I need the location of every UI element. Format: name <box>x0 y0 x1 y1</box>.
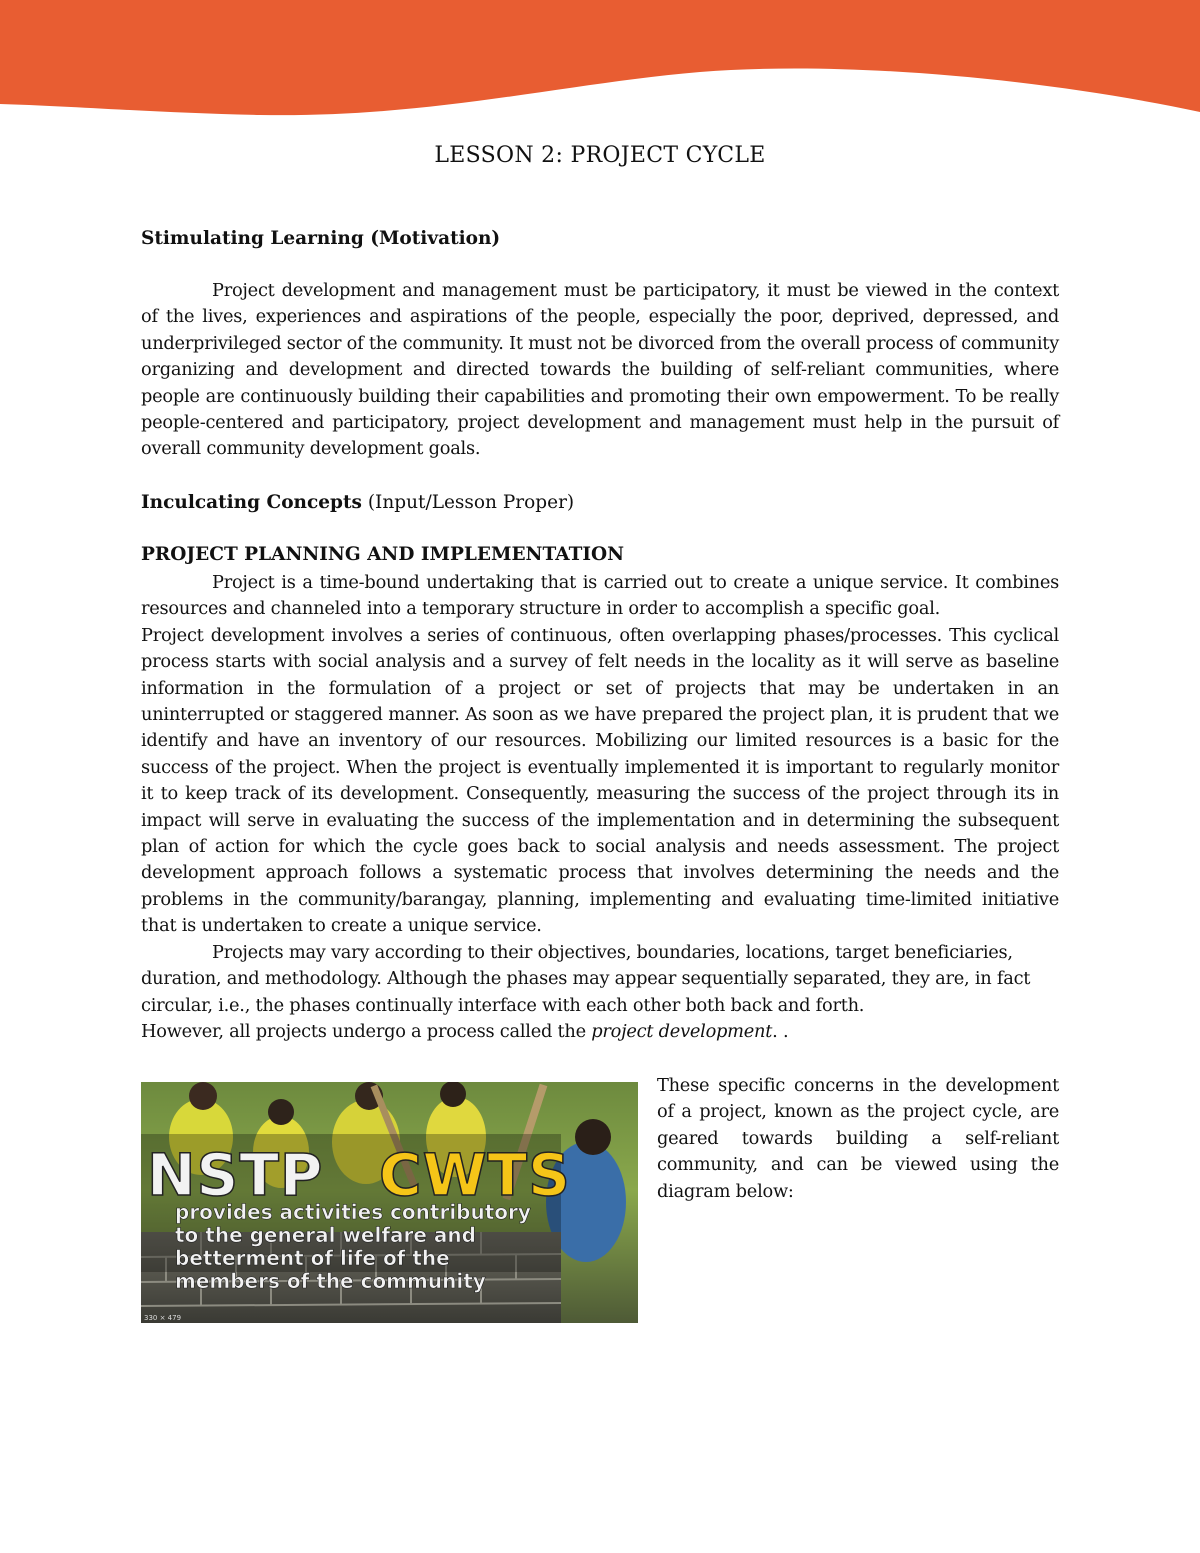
motivation-text: Project development and management must be participatory, it must be viewed in the context of the lives, experiences and aspirations of the people, especially the poor, deprived, depressed, and underprivileged sector of the community. It must not be divorced from the overall process of community organizing and development and directed towards the building of self-reliant communities, where people are continuously building their capabilities and promoting their own empowerment. To be really people-centered and participatory, project development and management must help in the pursuit of overall community development goals. <box>141 280 1059 460</box>
person-head <box>440 1082 466 1107</box>
caption-line: members of the community <box>175 1269 486 1293</box>
motivation-paragraph <box>141 278 1059 463</box>
section-paragraph-4 <box>141 1019 1059 1045</box>
nstp-cwts-photo <box>141 1082 638 1323</box>
motivation-heading: Stimulating Learning (Motivation) <box>141 228 501 249</box>
side-text: These specific concerns in the development of a project, known as the project cycle, are geared towards building a self-reliant community, and can be viewed using the diagram below: <box>657 1075 1059 1202</box>
banner-wave-shape <box>0 0 1200 115</box>
concepts-heading-bold: Inculcating Concepts <box>141 492 362 513</box>
concepts-heading <box>141 492 574 513</box>
project-development-term: project development <box>591 1021 773 1043</box>
person-head <box>575 1119 611 1155</box>
paragraph-4-start: However, all projects undergo a process called the <box>141 1021 592 1043</box>
lesson-title: LESSON 2: PROJECT CYCLE <box>434 143 766 168</box>
headline-nstp: NSTP <box>147 1141 324 1209</box>
headline-cwts: CWTS <box>379 1141 571 1209</box>
section-body-2 <box>141 940 1059 1046</box>
section-paragraph-1: Project is a time-bound undertaking that is carried out to create a unique service. It combines resources and channeled into a temporary structure in order to accomplish a specific goal. <box>141 572 1059 620</box>
side-paragraph <box>657 1073 1059 1205</box>
paragraph-4-end: . . <box>772 1021 789 1043</box>
caption-line: to the general welfare and <box>175 1223 476 1247</box>
person-head <box>189 1082 217 1110</box>
section-heading: PROJECT PLANNING AND IMPLEMENTATION <box>141 544 625 565</box>
person-head <box>268 1099 294 1125</box>
image-size-label: 330 × 479 <box>144 1314 182 1322</box>
concepts-heading-normal: (Input/Lesson Proper) <box>361 492 575 513</box>
header-wave-banner <box>0 0 1200 122</box>
section-body <box>141 570 1059 940</box>
section-paragraph-3: Projects may vary according to their objectives, boundaries, locations, target beneficiaries, duration, and methodology. Although the phases may appear sequentially separated, they are, in fact circular, i.e., the phases continually interface with each other both back and forth. <box>141 942 1031 1016</box>
caption-line: betterment of life of the <box>175 1246 450 1270</box>
caption-line: provides activities contributory <box>175 1200 531 1224</box>
section-paragraph-2: Project development involves a series of continuous, often overlapping phases/processes. This cyclical process starts with social analysis and a survey of felt needs in the locality as it will serve as baseline information in the formulation of a project or set of projects that may be undertaken in an uninterrupted or staggered manner. As soon as we have prepared the project plan, it is prudent that we identify and have an inventory of our resources. Mobilizing our limited resources is a basic for the success of the project. When the project is eventually implemented it is important to regularly monitor it to keep track of its development. Consequently, measuring the success of the project through its in impact will serve in evaluating the success of the implementation and in determining the subsequent plan of action for which the cycle goes back to social analysis and needs assessment. The project development approach follows a systematic process that involves determining the needs and the problems in the community/barangay, planning, implementing and evaluating time-limited initiative that is undertaken to create a unique service. <box>141 624 1059 937</box>
